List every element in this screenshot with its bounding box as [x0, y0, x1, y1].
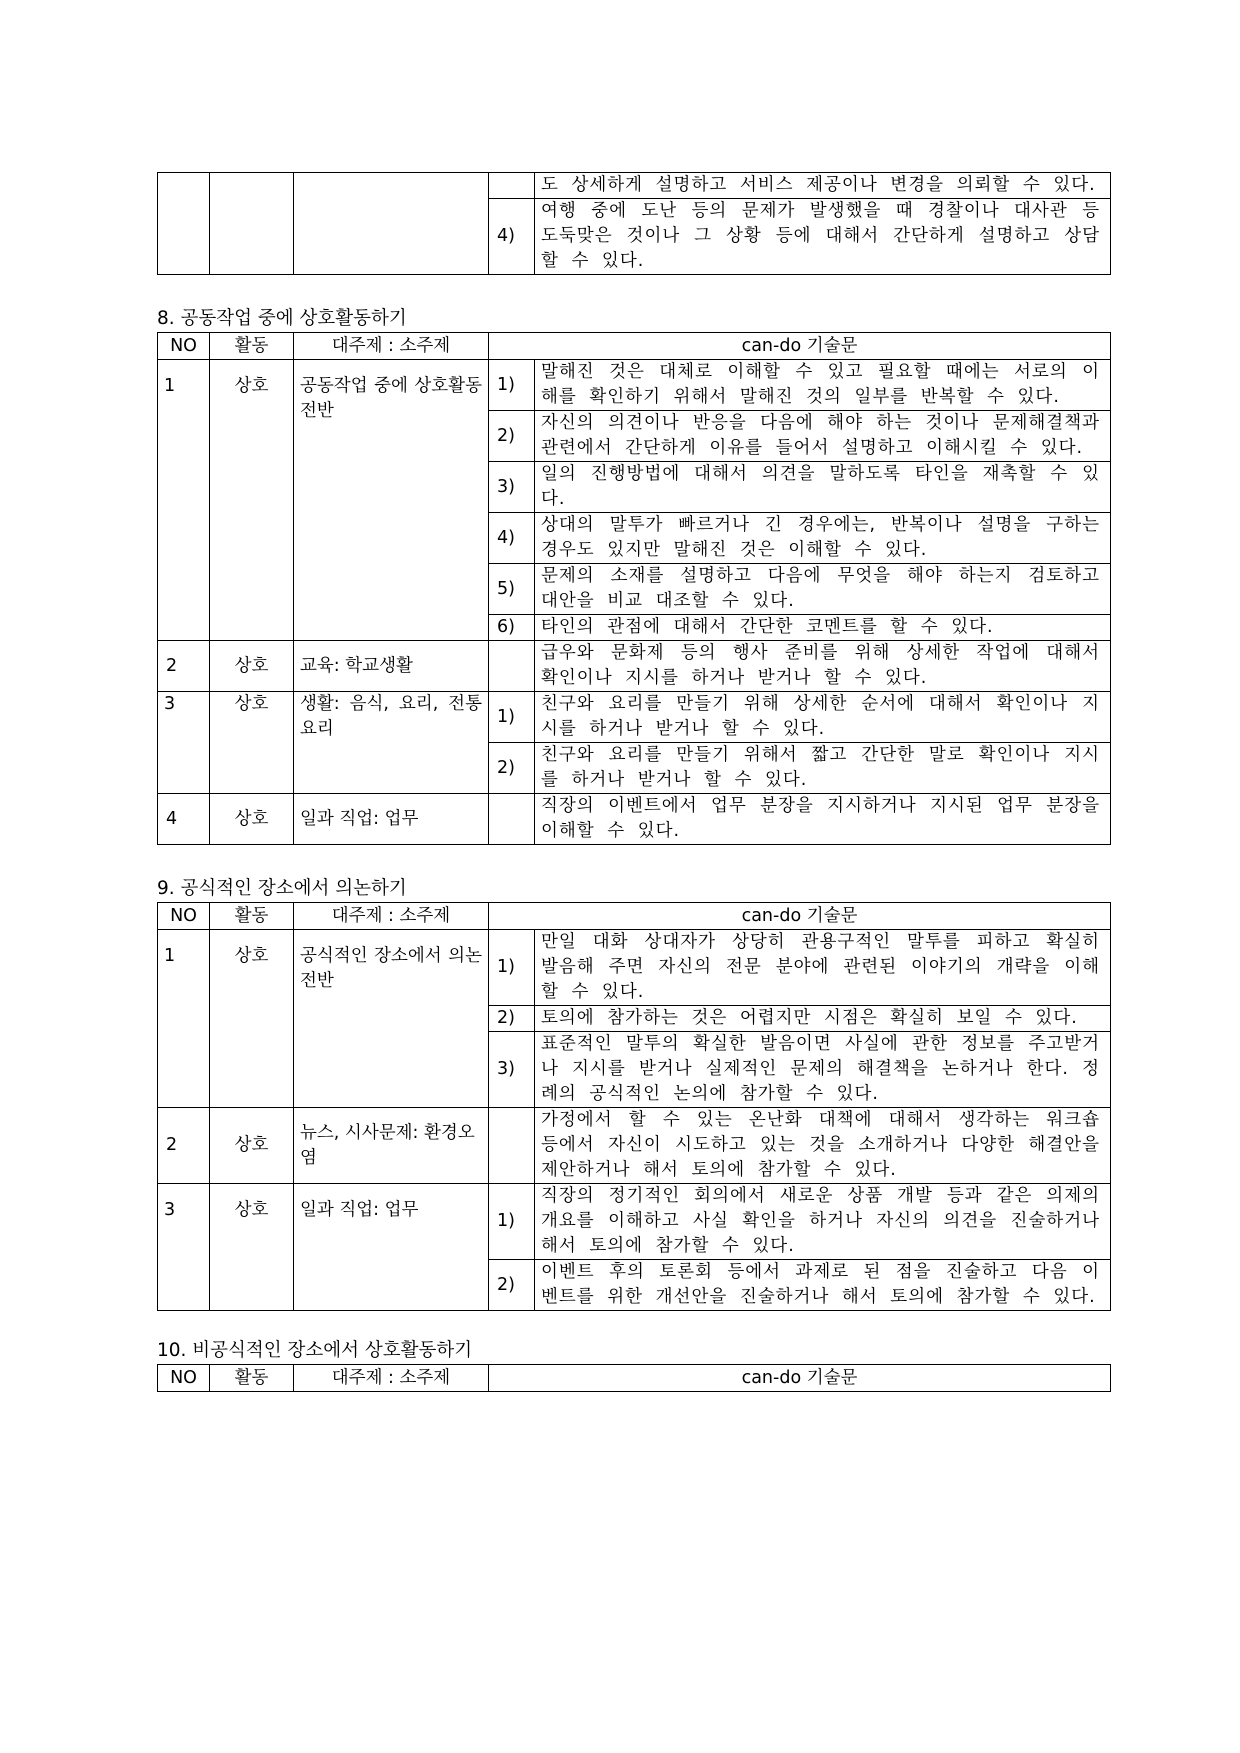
header-activity: 활동 [210, 1365, 294, 1392]
item-number: 1) [489, 1184, 535, 1260]
header-topic: 대주제 : 소주제 [294, 903, 489, 930]
table-row [158, 794, 1111, 845]
cando-text: 일의 진행방법에 대해서 의견을 말하도록 타인을 재촉할 수 있다. [535, 462, 1111, 513]
item-number: 5) [489, 564, 535, 615]
cando-text: 토의에 참가하는 것은 어렵지만 시점은 확실히 보일 수 있다. [535, 1006, 1111, 1032]
section-table-10 [157, 1364, 1111, 1392]
table-row [158, 692, 1111, 743]
section-table-8 [157, 332, 1111, 845]
cando-text: 표준적인 말투의 확실한 발음이면 사실에 관한 정보를 주고받거나 지시를 받거나 실제적인 문제의 해결책을 논하거나 한다. 정례의 공식적인 논의에 참가할 수 있다. [535, 1032, 1111, 1108]
table-row [158, 173, 1111, 199]
item-number: 2) [489, 411, 535, 462]
activity-cell: 상호 [210, 360, 294, 641]
topic-cell: 뉴스, 시사문제: 환경오염 [294, 1108, 489, 1184]
activity-cell: 상호 [210, 1108, 294, 1184]
header-topic: 대주제 : 소주제 [294, 333, 489, 360]
item-number: 1) [489, 930, 535, 1006]
activity-cell: 상호 [210, 930, 294, 1108]
section-title-8: 8. 공동작업 중에 상호활동하기 [157, 308, 407, 329]
item-number: 4) [489, 199, 535, 275]
cando-text: 타인의 관점에 대해서 간단한 코멘트를 할 수 있다. [535, 615, 1111, 641]
table-row [158, 930, 1111, 1006]
row-number: 1 [158, 930, 210, 1108]
cando-text: 가정에서 할 수 있는 온난화 대책에 대해서 생각하는 워크숍 등에서 자신이 시도하고 있는 것을 소개하거나 다양한 해결안을 제안하거나 해서 토의에 참가할 수 있다. [535, 1108, 1111, 1184]
item-number: 1) [489, 360, 535, 411]
row-number: 4 [158, 794, 210, 845]
cando-text: 상대의 말투가 빠르거나 긴 경우에는, 반복이나 설명을 구하는 경우도 있지만 말해진 것은 이해할 수 있다. [535, 513, 1111, 564]
topic-cell: 생활: 음식, 요리, 전통요리 [294, 692, 489, 794]
item-number: 4) [489, 513, 535, 564]
item-number: 2) [489, 743, 535, 794]
activity-cell: 상호 [210, 692, 294, 794]
item-number: 2) [489, 1260, 535, 1311]
header-no: NO [158, 903, 210, 930]
row-number: 1 [158, 360, 210, 641]
row-number: 3 [158, 692, 210, 794]
header-no: NO [158, 1365, 210, 1392]
topic-cell: 교육: 학교생활 [294, 641, 489, 692]
item-number: 3) [489, 1032, 535, 1108]
cando-text: 친구와 요리를 만들기 위해서 짧고 간단한 말로 확인이나 지시를 하거나 받거나 할 수 있다. [535, 743, 1111, 794]
cando-text: 직장의 정기적인 회의에서 새로운 상품 개발 등과 같은 의제의 개요를 이해하고 사실 확인을 하거나 자신의 의견을 진술하거나 해서 토의에 참가할 수 있다. [535, 1184, 1111, 1260]
cando-text: 이벤트 후의 토론회 등에서 과제로 된 점을 진술하고 다음 이벤트를 위한 개선안을 진술하거나 해서 토의에 참가할 수 있다. [535, 1260, 1111, 1311]
continued-table [157, 172, 1111, 275]
row-number: 3 [158, 1184, 210, 1311]
header-cando: can-do 기술문 [489, 1365, 1111, 1392]
document-page [157, 172, 1110, 1392]
section-table-9 [157, 902, 1111, 1311]
table-row [158, 641, 1111, 692]
cando-text: 자신의 의견이나 반응을 다음에 해야 하는 것이나 문제해결책과 관련에서 간단하게 이유를 들어서 설명하고 이해시킬 수 있다. [535, 411, 1111, 462]
activity-cell: 상호 [210, 641, 294, 692]
cando-text: 만일 대화 상대자가 상당히 관용구적인 말투를 피하고 확실히 발음해 주면 자신의 전문 분야에 관련된 이야기의 개략을 이해할 수 있다. [535, 930, 1111, 1006]
header-activity: 활동 [210, 903, 294, 930]
topic-cell: 일과 직업: 업무 [294, 1184, 489, 1311]
header-row [158, 903, 1111, 930]
cando-text: 직장의 이벤트에서 업무 분장을 지시하거나 지시된 업무 분장을 이해할 수 있다. [535, 794, 1111, 845]
table-row [158, 1108, 1111, 1184]
cando-text: 여행 중에 도난 등의 문제가 발생했을 때 경찰이나 대사관 등 도둑맞은 것이나 그 상황 등에 대해서 간단하게 설명하고 상담할 수 있다. [535, 199, 1111, 275]
header-cando: can-do 기술문 [489, 333, 1111, 360]
item-number: 2) [489, 1006, 535, 1032]
activity-cell: 상호 [210, 1184, 294, 1311]
cando-text: 도 상세하게 설명하고 서비스 제공이나 변경을 의뢰할 수 있다. [535, 173, 1111, 199]
cando-text: 친구와 요리를 만들기 위해 상세한 순서에 대해서 확인이나 지시를 하거나 받거나 할 수 있다. [535, 692, 1111, 743]
header-no: NO [158, 333, 210, 360]
item-number: 1) [489, 692, 535, 743]
cando-text: 문제의 소재를 설명하고 다음에 무엇을 해야 하는지 검토하고 대안을 비교 대조할 수 있다. [535, 564, 1111, 615]
table-row [158, 360, 1111, 411]
item-number: 3) [489, 462, 535, 513]
header-cando: can-do 기술문 [489, 903, 1111, 930]
header-activity: 활동 [210, 333, 294, 360]
header-row [158, 333, 1111, 360]
table-row [158, 1184, 1111, 1260]
section-title-9: 9. 공식적인 장소에서 의논하기 [157, 878, 407, 899]
topic-cell: 일과 직업: 업무 [294, 794, 489, 845]
topic-cell: 공식적인 장소에서 의논전반 [294, 930, 489, 1108]
activity-cell: 상호 [210, 794, 294, 845]
row-number: 2 [158, 641, 210, 692]
row-number: 2 [158, 1108, 210, 1184]
section-title-10: 10. 비공식적인 장소에서 상호활동하기 [157, 1340, 473, 1361]
header-row [158, 1365, 1111, 1392]
topic-cell: 공동작업 중에 상호활동전반 [294, 360, 489, 641]
cando-text: 급우와 문화제 등의 행사 준비를 위해 상세한 작업에 대해서 확인이나 지시를 하거나 받거나 할 수 있다. [535, 641, 1111, 692]
header-topic: 대주제 : 소주제 [294, 1365, 489, 1392]
cando-text: 말해진 것은 대체로 이해할 수 있고 필요할 때에는 서로의 이해를 확인하기 위해서 말해진 것의 일부를 반복할 수 있다. [535, 360, 1111, 411]
item-number: 6) [489, 615, 535, 641]
